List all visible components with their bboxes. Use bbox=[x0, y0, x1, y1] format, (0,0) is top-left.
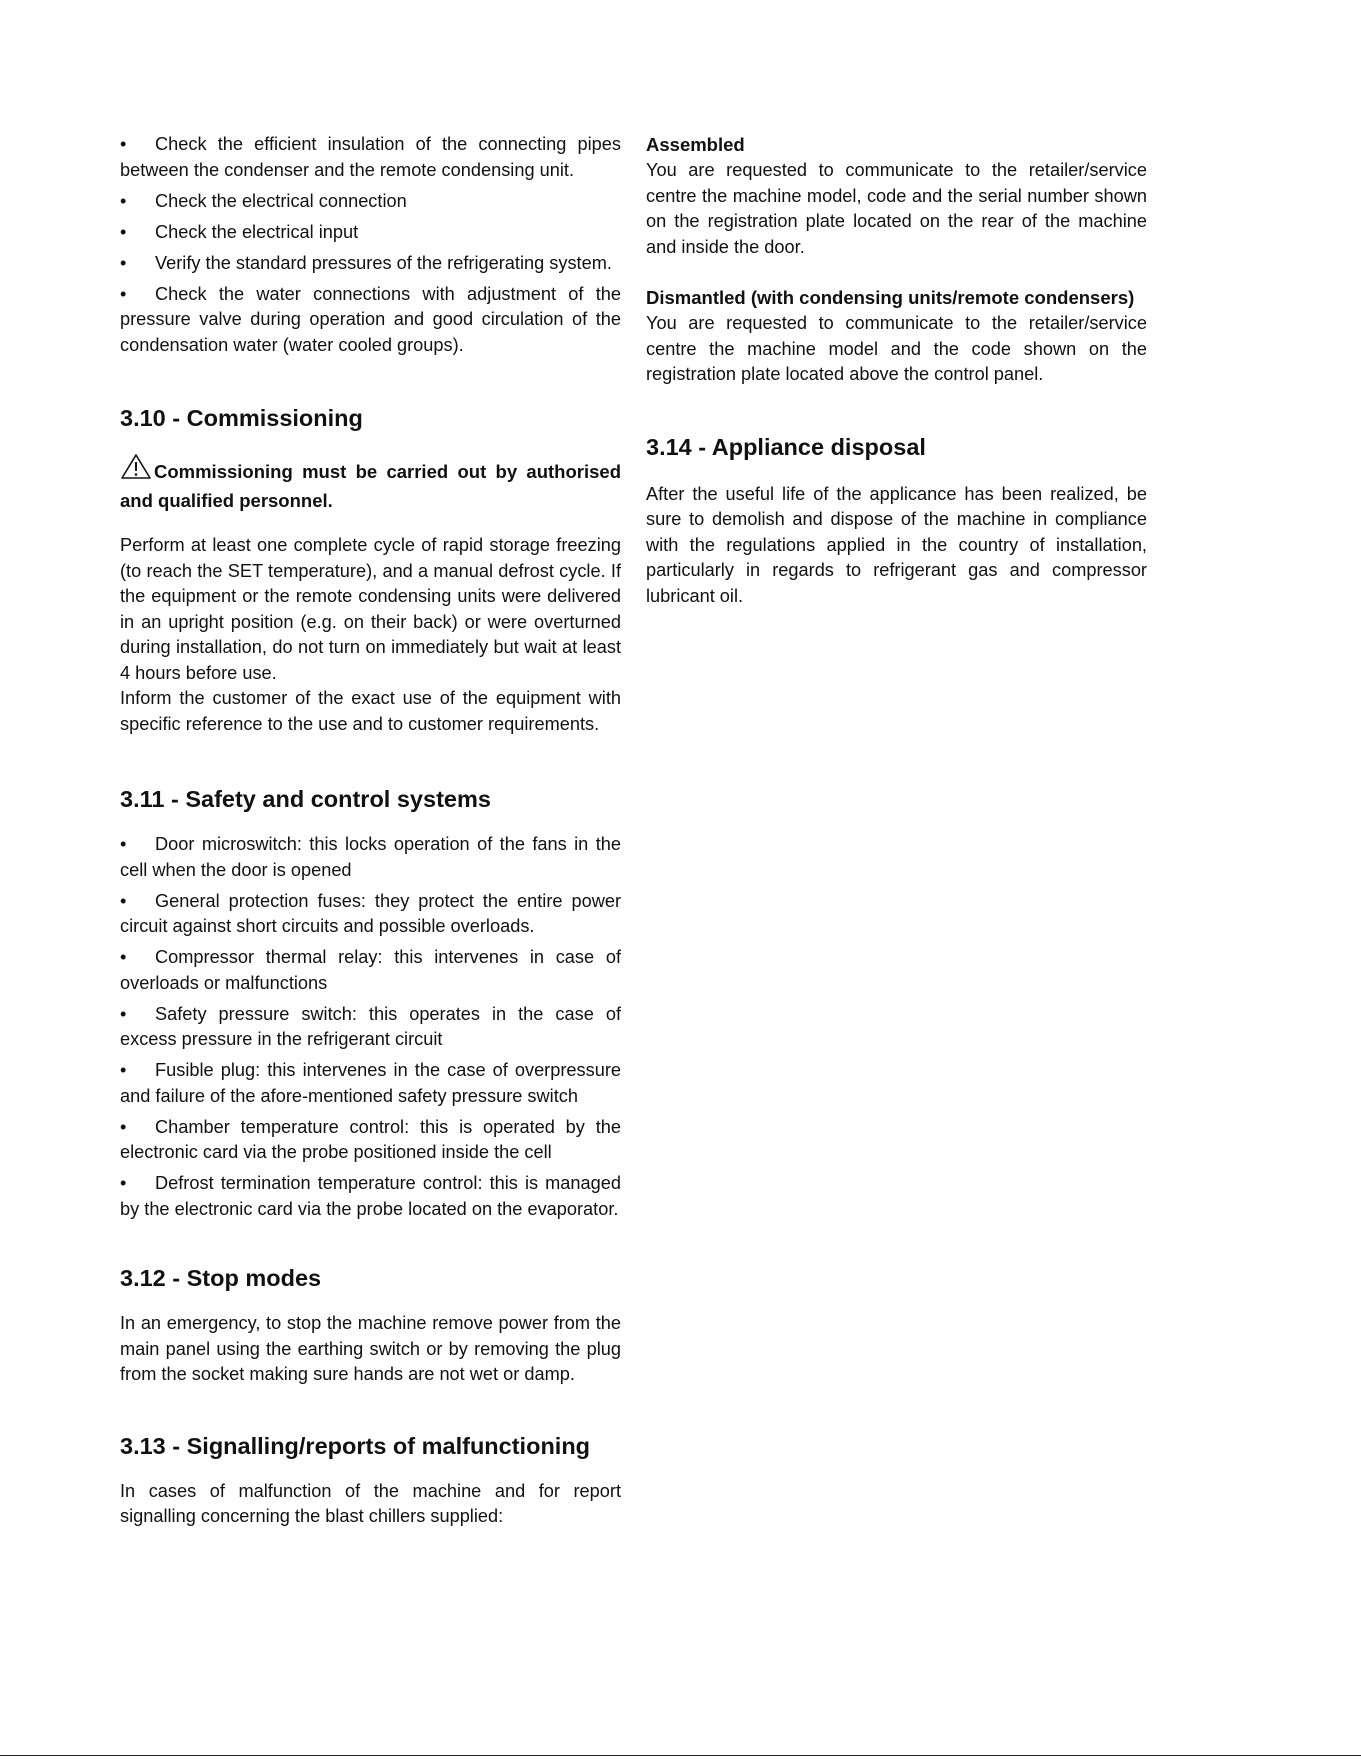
check-item: • Verify the standard pressures of the refrigerating system. bbox=[120, 252, 612, 273]
warning-triangle-icon bbox=[120, 453, 152, 487]
footer-rule bbox=[0, 1755, 1361, 1756]
assembled-paragraph: You are requested to communicate to the retailer/service centre the machine model, code and the serial number shown on the registration plate located on the rear of the machine and inside the door. bbox=[646, 160, 1147, 257]
safety-item: • Door microswitch: this locks operation of the fans in the cell when the door is opened bbox=[120, 834, 621, 880]
commissioning-warning: Commissioning must be carried out by authorised and qualified personnel. bbox=[120, 453, 621, 514]
section-title-commissioning: 3.10 - Commissioning bbox=[120, 405, 363, 431]
safety-item: • Defrost termination temperature control: this is managed by the electronic card via the probe located on the evaporator. bbox=[120, 1173, 621, 1219]
check-item: • Check the efficient insulation of the connecting pipes between the condenser and the remote condensing unit. bbox=[120, 134, 621, 180]
section-title-stop-modes: 3.12 - Stop modes bbox=[120, 1265, 322, 1291]
section-title-safety: 3.11 - Safety and control systems bbox=[120, 786, 491, 812]
safety-item: • Fusible plug: this intervenes in the case of overpressure and failure of the afore-mentioned safety pressure switch bbox=[120, 1060, 621, 1106]
section-title-disposal: 3.14 - Appliance disposal bbox=[646, 433, 926, 460]
safety-item: • Safety pressure switch: this operates in the case of excess pressure in the refrigerant circuit bbox=[120, 1003, 621, 1049]
stop-modes-paragraph: In an emergency, to stop the machine remove power from the main panel using the earthing switch or by removing the plug from the socket making sure hands are not wet or damp. bbox=[120, 1313, 621, 1384]
dismantled-heading: Dismantled (with condensing units/remote condensers) bbox=[646, 287, 1135, 308]
left-column bbox=[120, 132, 621, 1530]
commissioning-paragraph: Inform the customer of the exact use of the equipment with specific reference to the use and to customer requirements. bbox=[120, 688, 621, 734]
signalling-paragraph: In cases of malfunction of the machine and for report signalling concerning the blast chillers supplied: bbox=[120, 1480, 621, 1526]
safety-item: • General protection fuses: they protect the entire power circuit against short circuits and possible overloads. bbox=[120, 890, 621, 936]
disposal-paragraph: After the useful life of the applicance has been realized, be sure to demolish and dispose of the machine in compliance with the regulations applied in the country of installation, particularly in regards to refrigerant gas and compressor lubricant oil. bbox=[646, 483, 1147, 606]
check-item: • Check the electrical connection bbox=[120, 190, 407, 211]
safety-item: • Compressor thermal relay: this intervenes in case of overloads or malfunctions bbox=[120, 947, 621, 993]
dismantled-paragraph: You are requested to communicate to the retailer/service centre the machine model and the code shown on the registration plate located above the control panel. bbox=[646, 313, 1147, 384]
commissioning-paragraph: Perform at least one complete cycle of rapid storage freezing (to reach the SET temperature), and a manual defrost cycle. If the equipment or the remote condensing units were delivered in an upright position (e.g. on their back) or were overturned during installation, do not turn on immediately but wait at least 4 hours before use. bbox=[120, 535, 621, 683]
right-column bbox=[646, 132, 1147, 609]
check-item: • Check the water connections with adjustment of the pressure valve during operation and good circulation of the condensation water (water cooled groups). bbox=[120, 283, 621, 355]
assembled-heading: Assembled bbox=[646, 134, 745, 155]
section-title-signalling: 3.13 - Signalling/reports of malfunctioning bbox=[120, 1432, 591, 1459]
check-item: • Check the electrical input bbox=[120, 221, 359, 242]
safety-list bbox=[120, 832, 621, 1222]
safety-item: • Chamber temperature control: this is operated by the electronic card via the probe positioned inside the cell bbox=[120, 1116, 621, 1162]
